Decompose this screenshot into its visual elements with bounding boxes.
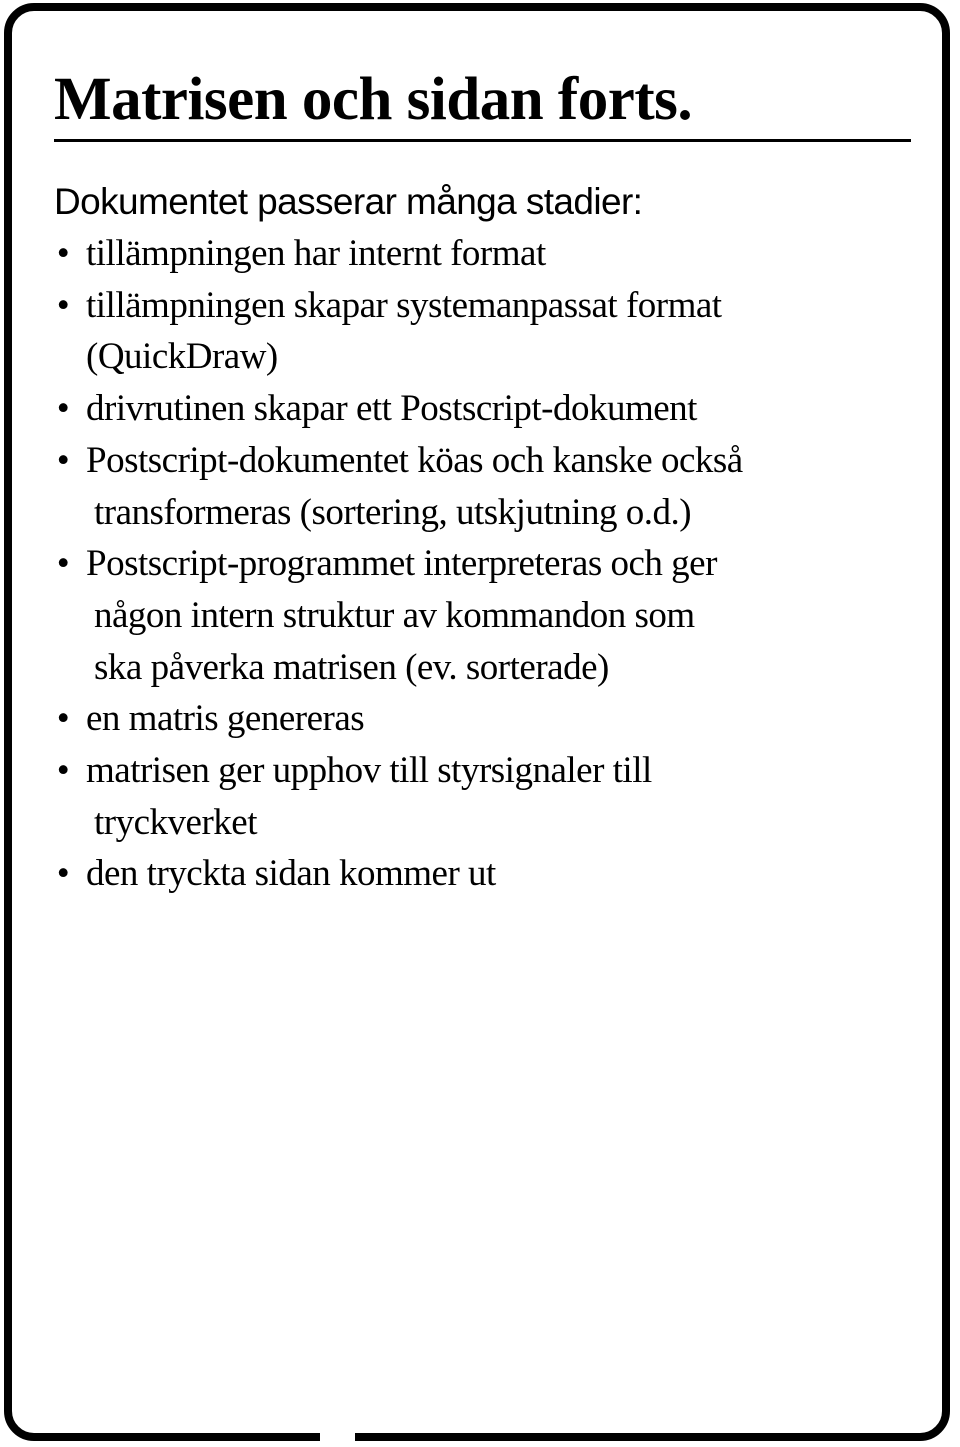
bullet-point-icon: •	[56, 233, 70, 274]
intro-text: Dokumentet passerar många stadier:	[54, 181, 643, 222]
bullet-text-line: (QuickDraw)	[86, 336, 278, 378]
bullet-text-line: transformeras (sortering, utskjutning o.d.)	[94, 491, 692, 533]
bullet-item	[54, 538, 743, 693]
bullet-item	[54, 435, 743, 538]
bullet-text-line: Postscript-programmet interpreteras och ger	[86, 543, 717, 585]
bullet-text-line: tillämpningen skapar systemanpassat format	[86, 284, 722, 326]
bullet-point-icon: •	[56, 388, 70, 430]
bullet-item	[54, 745, 743, 848]
bullet-point-icon: •	[56, 284, 70, 326]
bullet-item	[54, 693, 743, 745]
frame-gap	[320, 1430, 355, 1446]
bullet-text-line: Postscript-dokumentet köas och kanske också	[86, 439, 743, 481]
bullet-point-icon: •	[56, 439, 70, 481]
bullet-item	[54, 383, 743, 435]
bullet-point-icon: •	[56, 750, 70, 792]
bullet-text-line: ska påverka matrisen (ev. sorterade)	[94, 646, 609, 688]
bullet-text-line: tryckverket	[94, 801, 257, 843]
bullet-item	[54, 848, 743, 900]
bullet-text-line: den tryckta sidan kommer ut	[86, 853, 496, 895]
bullet-text-line: matrisen ger upphov till styrsignaler till	[86, 750, 652, 792]
bullet-text-line: tillämpningen har internt format	[86, 233, 546, 274]
bullet-point-icon: •	[56, 698, 70, 740]
bullet-item	[54, 280, 743, 383]
bullet-point-icon: •	[56, 853, 70, 895]
bullet-item	[54, 228, 743, 280]
bullet-list	[54, 228, 743, 900]
slide-title: Matrisen och sidan forts.	[54, 66, 693, 133]
bullet-text-line: någon intern struktur av kommandon som	[94, 594, 695, 636]
bullet-text-line: en matris genereras	[86, 698, 365, 740]
bullet-text-line: drivrutinen skapar ett Postscript-dokument	[86, 388, 697, 430]
title-underline	[54, 139, 911, 142]
bullet-point-icon: •	[56, 543, 70, 585]
